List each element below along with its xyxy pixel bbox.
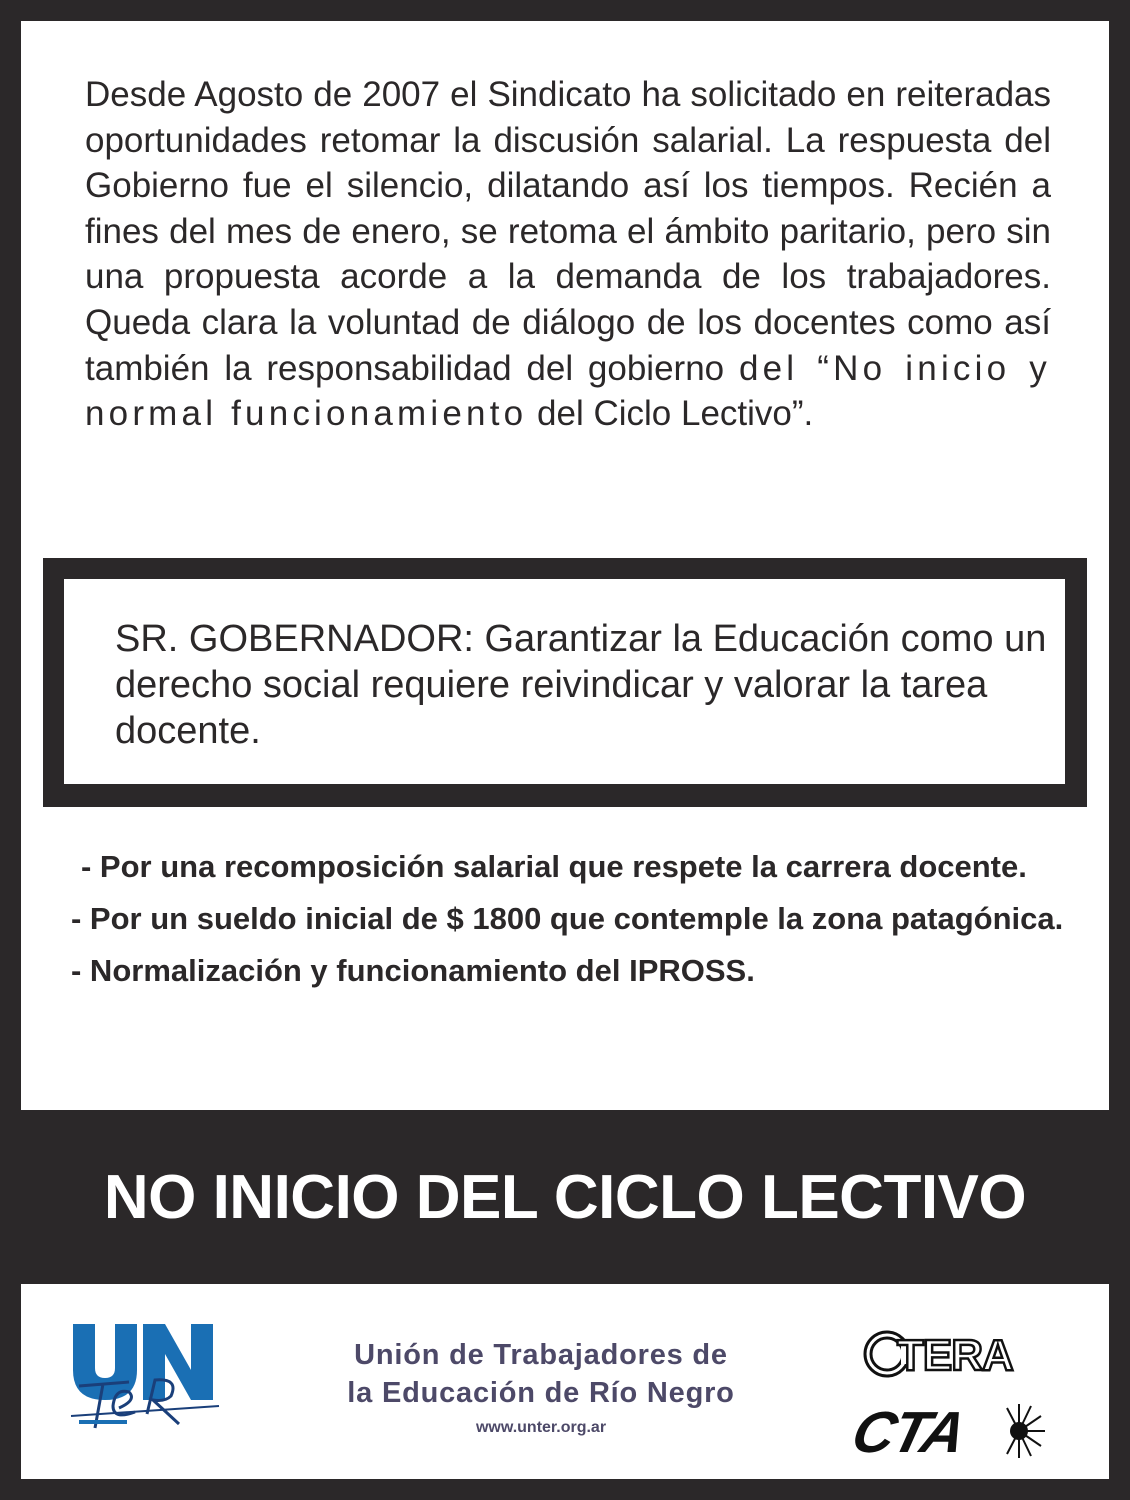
demand-item: - Por una recomposición salarial que respete la carrera docente.: [81, 849, 1027, 884]
intro-text-spaced: del “No inicio y normal funcionamiento: [85, 348, 1051, 434]
footer-panel: [21, 1284, 1109, 1479]
svg-text:CTA: CTA: [845, 1400, 971, 1465]
intro-text-end: del Ciclo Lectivo”.: [537, 394, 814, 434]
quote-box: [64, 579, 1065, 784]
headline: NO INICIO DEL CICLO LECTIVO: [103, 1163, 1027, 1232]
quote-frame: [43, 558, 1087, 807]
org-name-line2: la Educación de Río Negro: [347, 1377, 735, 1409]
unter-logo: [69, 1316, 229, 1436]
intro-paragraph: [85, 72, 1051, 437]
quote-text: SR. GOBERNADOR: Garantizar la Educación como un derecho social requiere reivindicar y valorar la tarea docente.: [115, 618, 1047, 752]
org-name-line1: Unión de Trabajadores de: [354, 1339, 728, 1371]
demands-list: [71, 848, 1071, 1004]
org-url: www.unter.org.ar: [475, 1419, 607, 1436]
cta-logo: [845, 1396, 1049, 1466]
intro-text: Desde Agosto de 2007 el Sindicato ha solicitado en reiteradas oportunidades retomar la discusión salarial. La respuesta del Gobierno fue el silencio, dilatando así los tiempos. Recién a fines del mes de enero, se retoma el ámbito paritario, pero sin una propuesta acorde a la demanda de los trabajadores. Queda clara la voluntad de diálogo de los docentes como así también la responsabilidad del gobierno: [85, 75, 1051, 388]
svg-text:TERA: TERA: [897, 1331, 1013, 1380]
demand-item: - Por un sueldo inicial de $ 1800 que contemple la zona patagónica.: [71, 901, 1064, 936]
demand-item: - Normalización y funcionamiento del IPROSS.: [71, 953, 755, 988]
ctera-logo: [861, 1324, 1041, 1384]
org-block: [221, 1336, 861, 1440]
